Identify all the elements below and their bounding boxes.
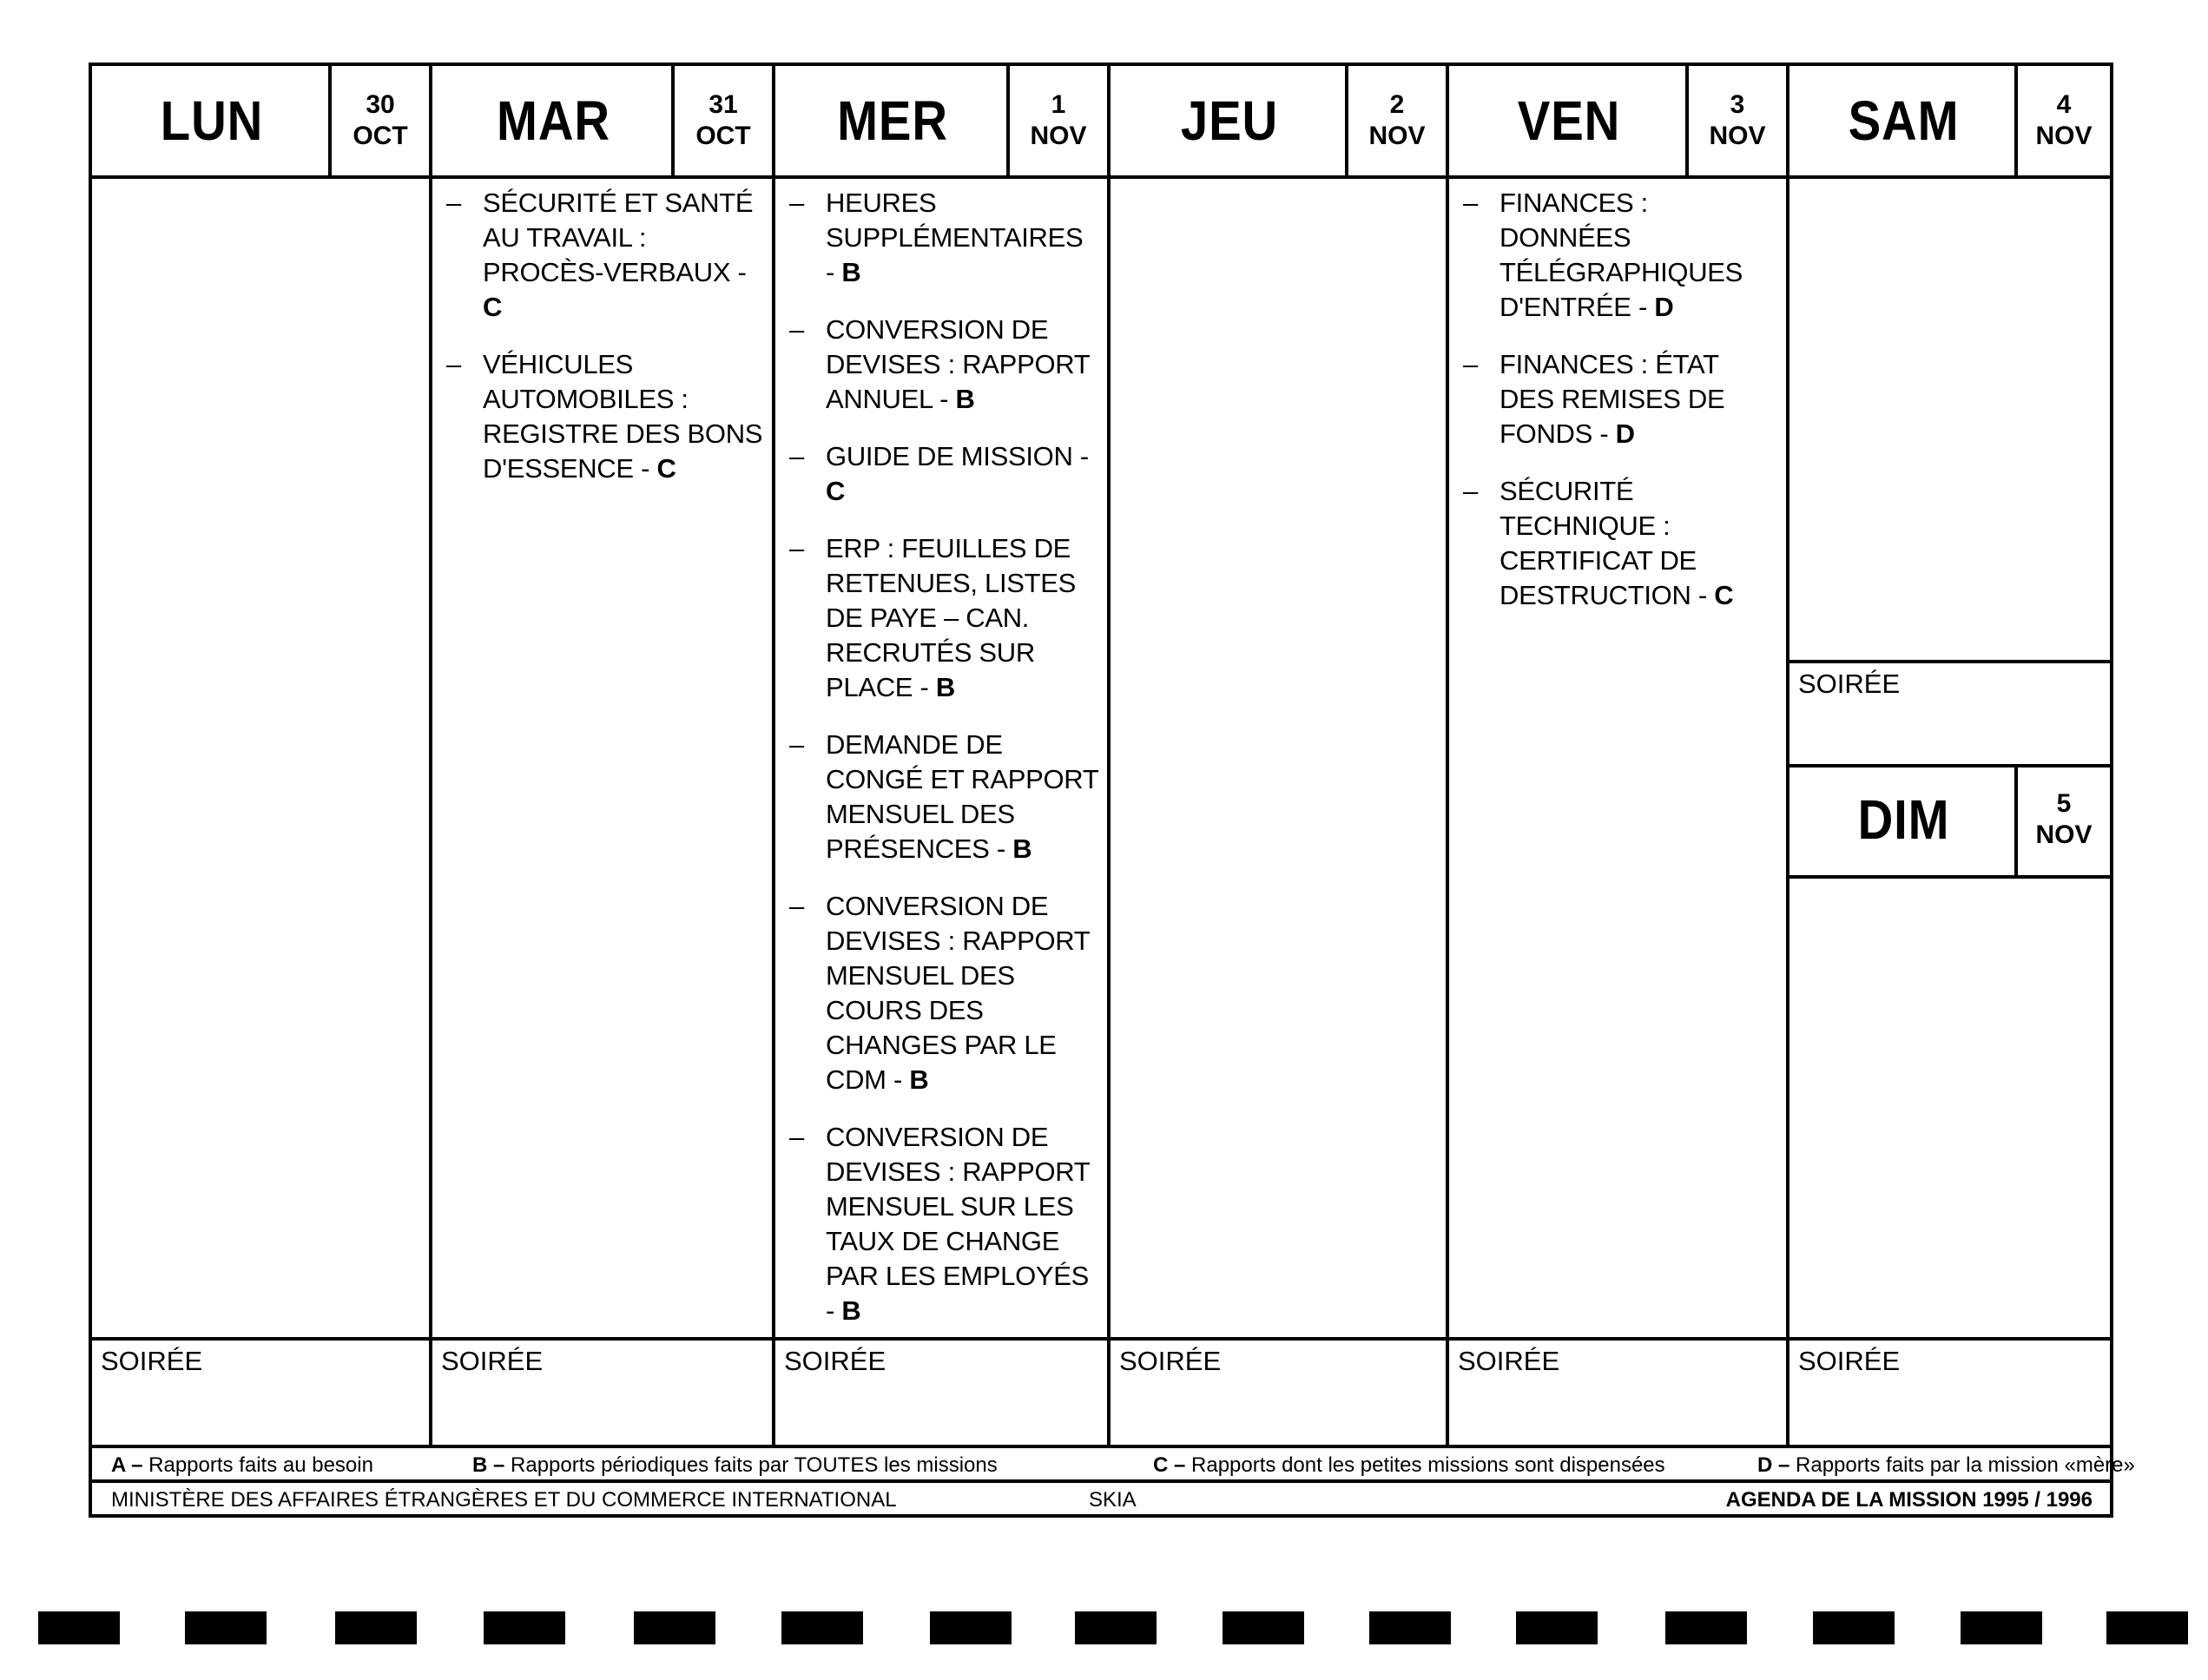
perforation-mark [1369,1611,1451,1644]
legend-text: Rapports faits par la mission «mère» [1796,1453,2135,1477]
date-month: NOV [1709,122,1766,150]
perforation-mark [2106,1611,2188,1644]
date-month: NOV [1030,122,1087,150]
day-name: LUN [160,89,264,152]
report-code: B [955,384,975,414]
evening-section [1449,1337,1786,1445]
report-title: DEMANDE DE CONGÉ ET RAPPORT MENSUEL DES PRÉSENCES - [826,729,1098,864]
report-title: VÉHICULES AUTOMOBILES : REGISTRE DES BONS D'ESSENCE - [483,349,763,484]
report-title: CONVERSION DE DEVISES : RAPPORT ANNUEL - [826,314,1090,414]
evening-label: SOIRÉE [441,1346,544,1376]
evening-section [1789,1337,2110,1445]
report-code: B [841,257,861,287]
report-title: GUIDE DE MISSION - [826,441,1089,471]
report-code-legend [92,1445,2135,1483]
evening-section [775,1337,1107,1445]
report-code: C [483,292,503,322]
day-column-lun [92,66,432,1445]
legend-key: A – [111,1453,143,1477]
report-entry: – HEURES SUPPLÉMENTAIRES - B [789,188,1084,287]
day-column-ven [1449,66,1789,1445]
day-name: JEU [1180,89,1279,152]
evening-label: SOIRÉE [1798,1346,1901,1376]
perforation-mark [781,1611,863,1644]
date-number: 31 [709,90,738,119]
day-header [92,66,429,179]
evening-section [1789,660,2110,768]
perforation-mark [38,1611,120,1644]
date-number: 4 [2056,90,2072,119]
report-entry: – SÉCURITÉ TECHNIQUE : CERTIFICAT DE DESTRUCTION - C [1463,476,1734,610]
day-header [1789,764,2110,879]
date-month: NOV [2035,122,2093,150]
report-title: CONVERSION DE DEVISES : RAPPORT MENSUEL SUR LES TAUX DE CHANGE PAR LES EMPLOYÉS - [826,1122,1090,1326]
report-code: C [826,476,846,506]
day-date [2014,66,2110,175]
legend-text: Rapports dont les petites missions sont dispensées [1191,1453,1665,1477]
report-code: B [1012,833,1032,864]
perforation-mark [634,1611,715,1644]
report-entry: – CONVERSION DE DEVISES : RAPPORT MENSUEL DES COURS DES CHANGES PAR LE CDM - B [789,891,1090,1095]
legend-b [472,1453,998,1478]
legend-a [111,1453,373,1478]
report-code: B [909,1064,929,1095]
date-month: OCT [695,122,751,150]
footer-code: SKIA [1089,1488,1137,1512]
report-code: B [841,1295,861,1326]
day-header [1449,66,1786,179]
day-name: SAM [1848,89,1960,152]
date-month: OCT [353,122,408,150]
date-number: 5 [2056,789,2072,818]
report-title: HEURES SUPPLÉMENTAIRES - [826,188,1084,287]
evening-label: SOIRÉE [1458,1346,1560,1376]
agenda-title: AGENDA DE LA MISSION 1995 / 1996 [1725,1488,2093,1512]
report-title: SÉCURITÉ TECHNIQUE : CERTIFICAT DE DESTRUCTION - [1499,476,1707,610]
perforation-mark [1813,1611,1895,1644]
report-code: B [935,672,955,702]
perforation-mark [930,1611,1012,1644]
legend-key: C – [1153,1453,1186,1477]
report-entry: – GUIDE DE MISSION - C [789,441,1089,506]
page-footer [92,1483,2110,1518]
report-entry: – SÉCURITÉ ET SANTÉ AU TRAVAIL : PROCÈS-VERBAUX - C [446,188,754,322]
perforation-mark [1961,1611,2042,1644]
evening-section [92,1337,429,1445]
evening-label: SOIRÉE [1798,669,1901,699]
day-header [775,66,1107,179]
legend-text: Rapports périodiques faits par TOUTES les missions [511,1453,998,1477]
evening-section [432,1337,772,1445]
day-date [2014,764,2110,875]
date-number: 3 [1730,90,1745,119]
day-date [328,66,429,175]
day-column-mar [432,66,775,1445]
report-code: C [656,453,676,484]
report-entry: – DEMANDE DE CONGÉ ET RAPPORT MENSUEL DES PRÉSENCES - B [789,729,1098,864]
day-name: DIM [1857,788,1950,851]
ministry-name: MINISTÈRE DES AFFAIRES ÉTRANGÈRES ET DU COMMERCE INTERNATIONAL [111,1488,897,1512]
legend-key: B – [472,1453,505,1477]
perforation-mark [185,1611,267,1644]
date-month: NOV [2035,820,2093,849]
legend-text: Rapports faits au besoin [148,1453,373,1477]
day-entries [1449,179,1786,636]
perforation-mark [1075,1611,1157,1644]
legend-d [1757,1453,2135,1478]
report-entry: – FINANCES : DONNÉES TÉLÉGRAPHIQUES D'ENTRÉE - D [1463,188,1743,322]
day-column-sam-dim [1789,66,2110,1445]
day-header [432,66,772,179]
perforation-mark [335,1611,417,1644]
day-date [1345,66,1446,175]
day-name: MER [837,89,948,152]
legend-key: D – [1757,1453,1790,1477]
perforation-mark [1223,1611,1304,1644]
evening-section [1111,1337,1446,1445]
day-header [1789,66,2110,179]
perforation-mark [1665,1611,1747,1644]
day-name: MAR [497,89,610,152]
report-title: FINANCES : ÉTAT DES REMISES DE FONDS - [1499,349,1725,449]
day-header [1111,66,1446,179]
day-date [671,66,772,175]
day-column-jeu [1111,66,1449,1445]
perforation-mark [1516,1611,1598,1644]
date-number: 2 [1389,90,1405,119]
evening-label: SOIRÉE [1119,1346,1222,1376]
report-title: FINANCES : DONNÉES TÉLÉGRAPHIQUES D'ENTRÉE - [1499,188,1743,322]
date-number: 1 [1051,90,1066,119]
evening-label: SOIRÉE [784,1346,886,1376]
report-title: CONVERSION DE DEVISES : RAPPORT MENSUEL DES COURS DES CHANGES PAR LE CDM - [826,891,1090,1095]
day-date [1685,66,1786,175]
report-entry: – ERP : FEUILLES DE RETENUES, LISTES DE PAYE – CAN. RECRUTÉS SUR PLACE - B [789,533,1077,702]
report-entry: – FINANCES : ÉTAT DES REMISES DE FONDS - D [1463,349,1725,449]
day-column-mer [775,66,1111,1445]
report-entry: – CONVERSION DE DEVISES : RAPPORT ANNUEL - B [789,314,1090,414]
day-date [1006,66,1107,175]
report-entry: – CONVERSION DE DEVISES : RAPPORT MENSUEL SUR LES TAUX DE CHANGE PAR LES EMPLOYÉS - B [789,1122,1090,1326]
day-entries [432,179,772,509]
report-title: ERP : FEUILLES DE RETENUES, LISTES DE PAYE – CAN. RECRUTÉS SUR PLACE - [826,533,1077,702]
report-title: SÉCURITÉ ET SANTÉ AU TRAVAIL : PROCÈS-VERBAUX - [483,188,754,287]
date-number: 30 [366,90,395,119]
report-entry: – VÉHICULES AUTOMOBILES : REGISTRE DES BONS D'ESSENCE - C [446,349,763,484]
evening-label: SOIRÉE [101,1346,203,1376]
report-code: D [1615,418,1635,449]
legend-c [1153,1453,1665,1478]
weekly-agenda-grid [89,63,2135,1518]
perforation-mark [484,1611,565,1644]
date-month: NOV [1368,122,1426,150]
report-code: D [1654,292,1674,322]
report-code: C [1714,580,1734,610]
day-entries [775,179,1107,1351]
day-name: VEN [1517,89,1621,152]
